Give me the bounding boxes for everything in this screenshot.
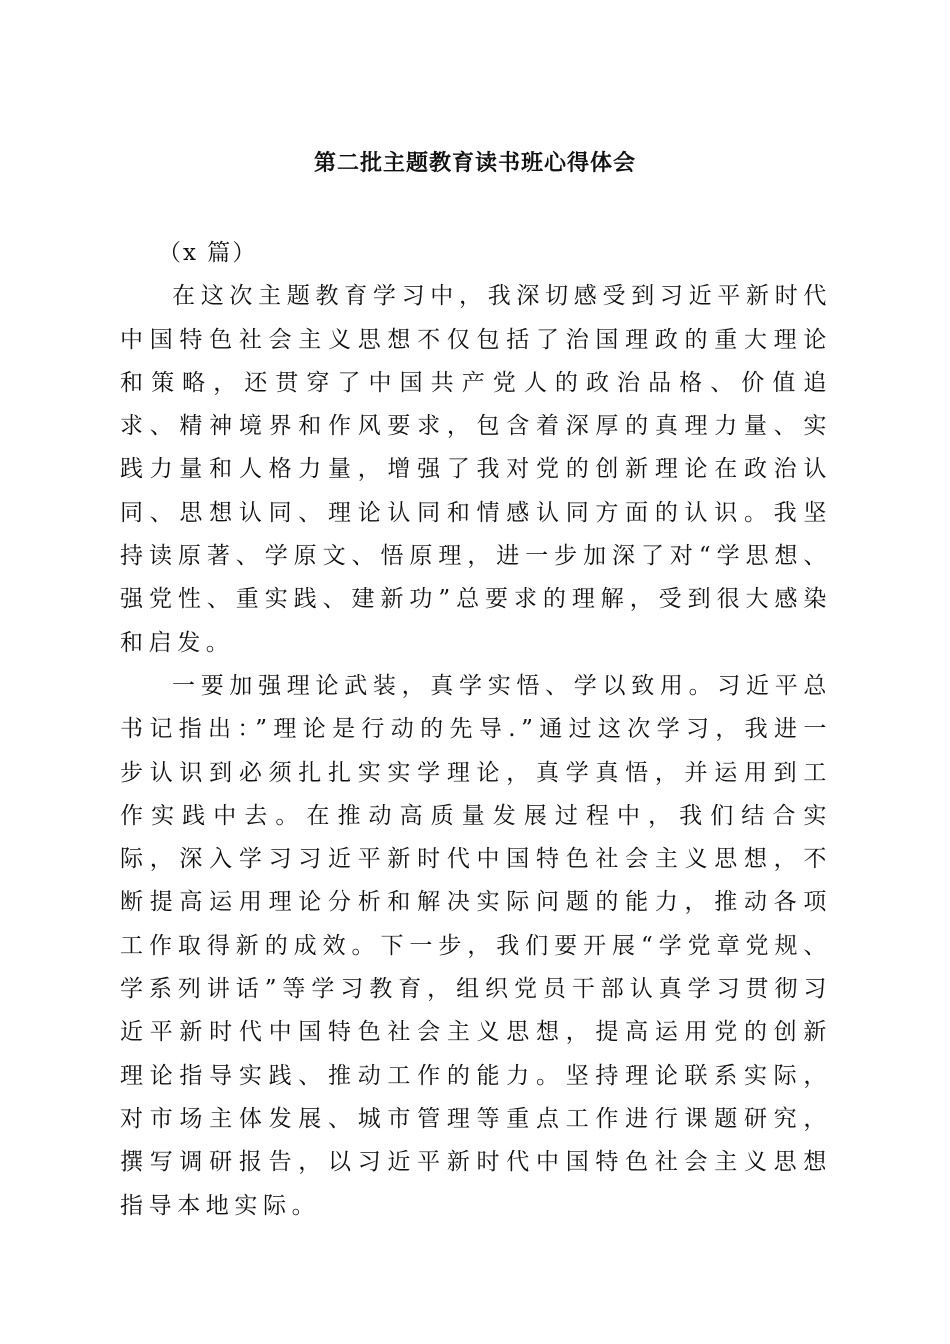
paragraph-theory: 一要加强理论武装，真学实悟、学以致用。习近平总书记指出：”理论是行动的先导.”通过这次学习，我进一步认识到必须扎扎实实学理论，真学真悟，并运用到工作实践中去。在推动高质量发展过程中，我们结合实际，深入学习习近平新时代中国特色社会主义思想，不断提高运用理论分析和解决实际问题的能力，推动各项工作取得新的成效。下一步，我们要开展“学党章党规、学系列讲话”等学习教育，组织党员干部认真学习贯彻习近平新时代中国特色社会主义思想，提高运用党的创新理论指导实践、推动工作的能力。坚持理论联系实际，对市场主体发展、城市管理等重点工作进行课题研究，撰写调研报告，以习近平新时代中国特色社会主义思想指导本地实际。 bbox=[120, 672, 832, 1219]
document-title: 第二批主题教育读书班心得体会 bbox=[313, 150, 636, 176]
document-body bbox=[120, 232, 832, 1228]
document-subtitle: （x 篇） bbox=[158, 240, 258, 266]
paragraph-intro: 在这次主题教育学习中，我深切感受到习近平新时代中国特色社会主义思想不仅包括了治国理政的重大理论和策略，还贯穿了中国共产党人的政治品格、价值追求、精神境界和作风要求，包含着深厚的真理力量、实践力量和人格力量，增强了我对党的创新理论在政治认同、思想认同、理论认同和情感认同方面的认识。我坚持读原著、学原文、悟原理，进一步加深了对“学思想、强党性、重实践、建新功”总要求的理解，受到很大感染和启发。 bbox=[120, 283, 832, 656]
